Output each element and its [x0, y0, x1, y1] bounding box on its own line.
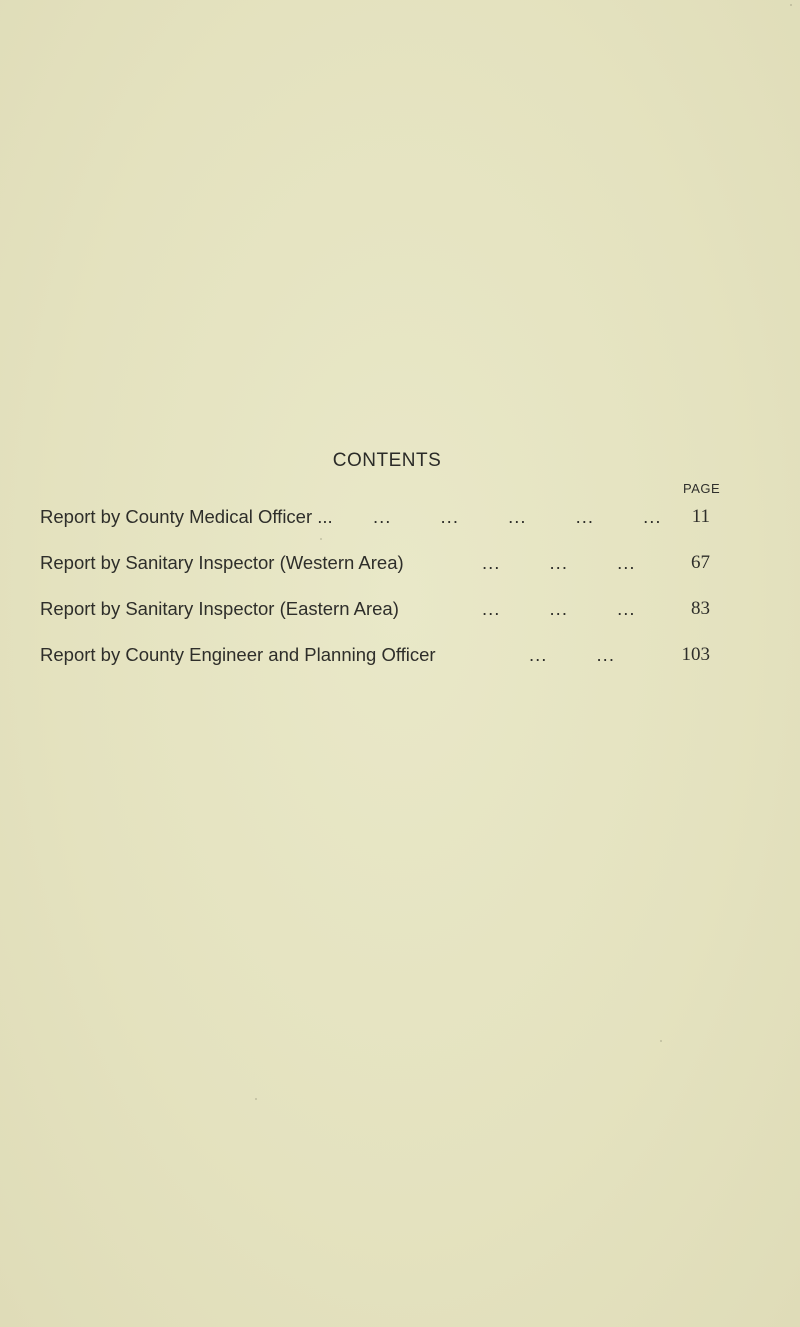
toc-entry-page-number: 11: [691, 506, 710, 527]
toc-entry-label: Report by County Medical Officer ...: [40, 506, 333, 527]
toc-entry-leader: ... ... ... ... ...: [373, 506, 662, 527]
page-title: CONTENTS: [332, 450, 442, 471]
toc-entry: [40, 504, 720, 530]
toc-entry-leader: ... ... ...: [482, 552, 636, 573]
toc-entry-leader: ... ...: [529, 644, 615, 665]
toc-entry-label: Report by Sanitary Inspector (Western Area): [40, 552, 404, 573]
paper-speck: [790, 4, 792, 6]
toc-entry-page-number: 67: [691, 552, 710, 573]
toc-entry: [40, 642, 720, 668]
toc-entry-leader: ... ... ...: [482, 598, 636, 619]
toc-entry-label: Report by Sanitary Inspector (Eastern Area): [40, 598, 399, 619]
paper-speck: [320, 538, 322, 540]
paper-speck: [660, 1040, 662, 1042]
toc-entry: [40, 596, 720, 622]
paper-speck: [255, 1098, 257, 1100]
toc-entry-page-number: 83: [691, 598, 710, 619]
toc-entry: [40, 550, 720, 576]
toc-entry-label: Report by County Engineer and Planning Officer: [40, 644, 436, 665]
toc-entry-page-number: 103: [681, 644, 710, 665]
page-column-header: PAGE: [683, 481, 721, 496]
